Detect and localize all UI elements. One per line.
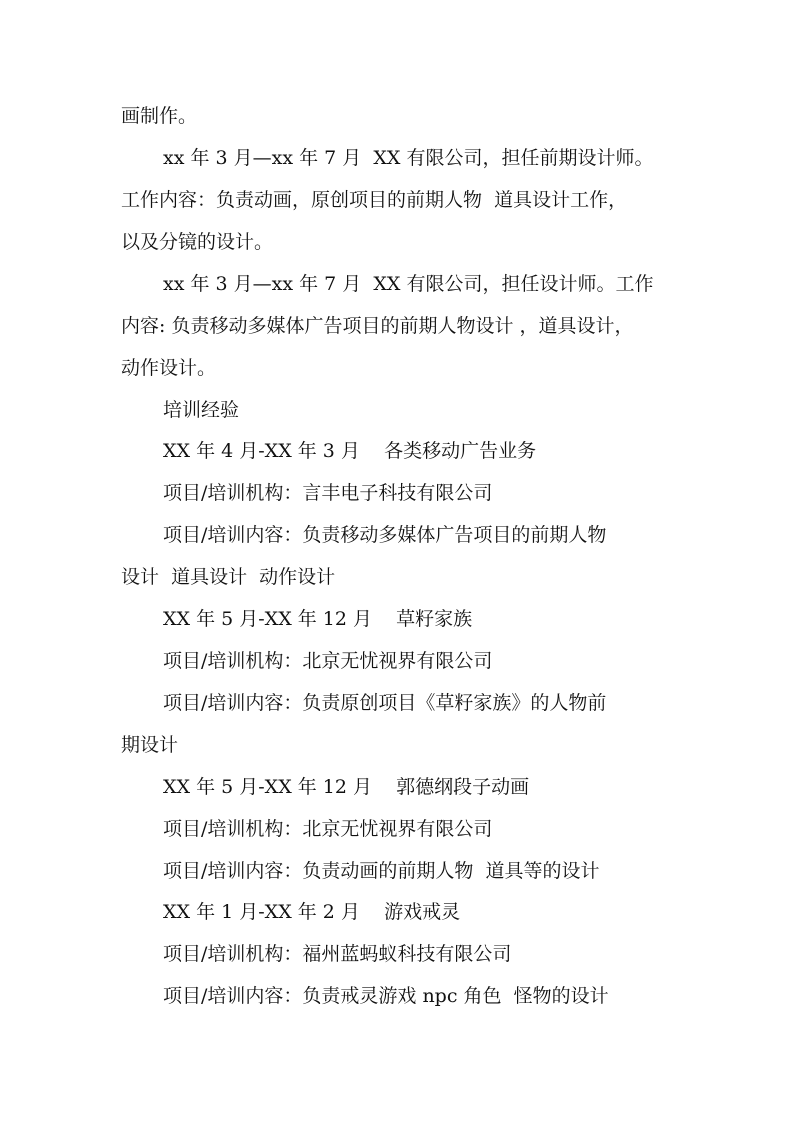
- text-line-15: 项目/培训内容：负责原创项目《草籽家族》的人物前: [163, 692, 607, 714]
- text-line-12: 设计 道具设计 动作设计: [121, 566, 336, 588]
- text-line-3: 工作内容：负责动画，原创项目的前期人物 道具设计工作，: [121, 189, 628, 211]
- text-line-20: XX 年 1 月-XX 年 2 月 游戏戒灵: [163, 901, 461, 923]
- text-line-17: XX 年 5 月-XX 年 12 月 郭德纲段子动画: [163, 776, 530, 798]
- text-line-6: 内容: 负责移动多媒体广告项目的前期人物设计 ，道具设计，: [121, 315, 634, 337]
- text-line-13: XX 年 5 月-XX 年 12 月 草籽家族: [163, 608, 473, 630]
- text-line-14: 项目/培训机构：北京无忧视界有限公司: [163, 650, 493, 672]
- text-line-4: 以及分镜的设计。: [121, 231, 274, 253]
- text-line-2: xx 年 3 月—xx 年 7 月 XX 有限公司，担任前期设计师。: [163, 147, 654, 169]
- text-line-21: 项目/培训机构：福州蓝蚂蚁科技有限公司: [163, 943, 512, 965]
- text-line-11: 项目/培训内容：负责移动多媒体广告项目的前期人物: [163, 524, 607, 546]
- text-line-22: 项目/培训内容：负责戒灵游戏 npc 角色 怪物的设计: [163, 985, 609, 1007]
- text-line-18: 项目/培训机构：北京无忧视界有限公司: [163, 818, 493, 840]
- text-line-1: 画制作。: [121, 105, 198, 127]
- text-line-19: 项目/培训内容：负责动画的前期人物 道具等的设计: [163, 860, 600, 882]
- text-line-5: xx 年 3 月—xx 年 7 月 XX 有限公司，担任设计师。工作: [163, 273, 654, 295]
- text-line-10: 项目/培训机构：言丰电子科技有限公司: [163, 482, 493, 504]
- text-line-16: 期设计: [121, 734, 179, 756]
- section-heading-training: 培训经验: [163, 399, 240, 421]
- text-line-9: XX 年 4 月-XX 年 3 月 各类移动广告业务: [163, 440, 537, 462]
- text-line-7: 动作设计。: [121, 357, 217, 379]
